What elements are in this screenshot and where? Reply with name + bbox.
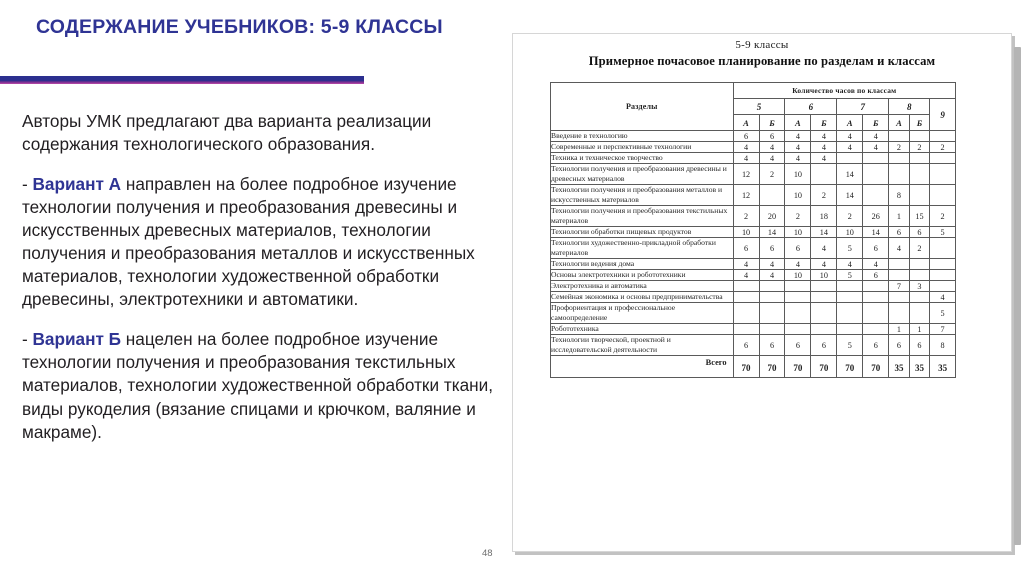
hours-cell xyxy=(889,164,910,185)
hours-cell xyxy=(889,270,910,281)
hours-cell: 2 xyxy=(733,206,759,227)
hours-cell: 6 xyxy=(733,131,759,142)
hours-cell: 2 xyxy=(930,142,956,153)
hours-cell: 6 xyxy=(759,238,785,259)
paragraph-variant-b xyxy=(22,328,500,443)
table-row xyxy=(551,164,956,185)
hours-cell: 4 xyxy=(733,259,759,270)
section-name-cell: Технологии обработки пищевых продуктов xyxy=(551,227,734,238)
document-scrollbar[interactable] xyxy=(1014,47,1021,545)
document-grade-line: 5-9 классы xyxy=(735,39,789,51)
hours-cell xyxy=(930,270,956,281)
th-grade-7: 7 xyxy=(837,99,889,115)
hours-cell xyxy=(863,185,889,206)
hours-cell xyxy=(733,324,759,335)
hours-cell: 4 xyxy=(811,131,837,142)
hours-cell: 10 xyxy=(837,227,863,238)
hours-cell xyxy=(930,153,956,164)
hours-cell: 4 xyxy=(733,153,759,164)
hours-cell: 3 xyxy=(909,281,930,292)
hours-cell: 10 xyxy=(785,185,811,206)
hours-cell xyxy=(909,164,930,185)
hours-cell xyxy=(889,303,910,324)
paragraph-intro: Авторы УМК предлагают два варианта реализации содержания технологического образования. xyxy=(22,111,432,155)
hours-cell xyxy=(759,281,785,292)
hours-cell: 20 xyxy=(759,206,785,227)
th-sub-6a: А xyxy=(785,115,811,131)
th-sub-7a: А xyxy=(837,115,863,131)
hours-cell: 14 xyxy=(837,164,863,185)
th-sub-8a: А xyxy=(889,115,910,131)
hours-cell: 14 xyxy=(811,227,837,238)
hours-cell: 5 xyxy=(930,303,956,324)
total-cell: 70 xyxy=(837,356,863,378)
table-row xyxy=(551,227,956,238)
hours-cell: 4 xyxy=(733,142,759,153)
hours-cell xyxy=(909,131,930,142)
hours-cell xyxy=(909,153,930,164)
hours-cell xyxy=(837,281,863,292)
table-row xyxy=(551,292,956,303)
total-cell: 70 xyxy=(733,356,759,378)
section-name-cell: Технологии получения и преобразования металлов и искусственных материалов xyxy=(551,185,734,206)
hours-cell: 4 xyxy=(889,238,910,259)
table-row xyxy=(551,281,956,292)
total-label: Всего xyxy=(551,356,734,378)
table-head xyxy=(551,83,956,131)
hours-cell: 4 xyxy=(733,270,759,281)
hours-cell: 7 xyxy=(889,281,910,292)
hours-cell: 2 xyxy=(811,185,837,206)
hours-cell: 7 xyxy=(930,324,956,335)
hours-cell xyxy=(930,164,956,185)
hours-cell xyxy=(733,303,759,324)
hours-cell: 4 xyxy=(785,142,811,153)
variant-a-text: направлен на более подробное изучение технологии получения и преобразования древесины и искусственных древесных материалов, технологии получения и преобразования металлов и искусственных материалов, технологии художественной обработки древесины, электротехники и автоматики. xyxy=(22,174,475,310)
hours-cell: 10 xyxy=(785,227,811,238)
th-sub-5b: Б xyxy=(759,115,785,131)
hours-cell: 8 xyxy=(889,185,910,206)
section-name-cell: Технологии получения и преобразования текстильных материалов xyxy=(551,206,734,227)
total-cell: 35 xyxy=(889,356,910,378)
hours-cell xyxy=(909,292,930,303)
hours-cell: 2 xyxy=(909,238,930,259)
hours-cell: 10 xyxy=(785,270,811,281)
hours-cell: 6 xyxy=(759,335,785,356)
total-cell: 70 xyxy=(759,356,785,378)
table-row xyxy=(551,259,956,270)
hours-cell xyxy=(785,281,811,292)
hours-cell: 10 xyxy=(811,270,837,281)
hours-cell: 6 xyxy=(785,335,811,356)
hours-cell: 6 xyxy=(785,238,811,259)
hours-cell: 5 xyxy=(837,335,863,356)
hours-cell xyxy=(811,324,837,335)
hours-cell: 6 xyxy=(733,335,759,356)
th-hours-group: Количество часов по классам xyxy=(733,83,955,99)
hours-cell: 4 xyxy=(811,238,837,259)
hours-cell: 4 xyxy=(811,259,837,270)
hours-cell xyxy=(733,292,759,303)
hours-cell xyxy=(909,259,930,270)
section-name-cell: Технологии получения и преобразования древесины и древесных материалов xyxy=(551,164,734,185)
hours-cell: 4 xyxy=(785,131,811,142)
section-name-cell: Технологии творческой, проектной и исследовательской деятельности xyxy=(551,335,734,356)
hours-cell: 4 xyxy=(863,131,889,142)
hours-cell: 4 xyxy=(930,292,956,303)
total-cell: 70 xyxy=(785,356,811,378)
hours-cell: 10 xyxy=(733,227,759,238)
table-total-row xyxy=(551,356,956,378)
th-grade-8: 8 xyxy=(889,99,930,115)
hours-cell xyxy=(759,292,785,303)
hours-cell xyxy=(889,131,910,142)
hours-cell: 6 xyxy=(863,335,889,356)
hours-cell: 6 xyxy=(733,238,759,259)
hours-cell: 6 xyxy=(909,335,930,356)
hours-cell xyxy=(811,164,837,185)
table-row xyxy=(551,270,956,281)
hours-cell: 6 xyxy=(863,238,889,259)
hours-planning-table xyxy=(550,82,956,378)
hours-cell xyxy=(889,259,910,270)
hours-cell xyxy=(837,292,863,303)
section-name-cell: Технологии художественно-прикладной обработки материалов xyxy=(551,238,734,259)
section-name-cell: Основы электротехники и робототехники xyxy=(551,270,734,281)
th-grade-5: 5 xyxy=(733,99,785,115)
slide-body-text xyxy=(22,110,500,444)
paragraph-variant-a xyxy=(22,173,500,311)
hours-cell: 1 xyxy=(889,206,910,227)
hours-cell: 4 xyxy=(811,142,837,153)
hours-cell xyxy=(759,324,785,335)
hours-cell xyxy=(785,303,811,324)
variant-b-label: Вариант Б xyxy=(32,329,122,350)
table-row xyxy=(551,142,956,153)
total-cell: 35 xyxy=(909,356,930,378)
section-name-cell: Введение в технологию xyxy=(551,131,734,142)
hours-cell: 14 xyxy=(837,185,863,206)
hours-cell: 1 xyxy=(889,324,910,335)
hours-cell: 8 xyxy=(930,335,956,356)
total-cell: 35 xyxy=(930,356,956,378)
page-title: СОДЕРЖАНИЕ УЧЕБНИКОВ: 5-9 КЛАССЫ xyxy=(36,16,443,38)
table-row xyxy=(551,131,956,142)
hours-cell: 6 xyxy=(889,227,910,238)
section-name-cell: Электротехника и автоматика xyxy=(551,281,734,292)
hours-cell xyxy=(889,153,910,164)
hours-cell xyxy=(930,131,956,142)
section-name-cell: Профориентация и профессиональное самоопределение xyxy=(551,303,734,324)
hours-cell: 5 xyxy=(837,238,863,259)
title-divider xyxy=(0,76,364,84)
hours-cell: 4 xyxy=(785,259,811,270)
hours-cell: 4 xyxy=(785,153,811,164)
hours-cell xyxy=(889,292,910,303)
hours-cell: 14 xyxy=(759,227,785,238)
hours-cell: 6 xyxy=(811,335,837,356)
th-sub-6b: Б xyxy=(811,115,837,131)
hours-cell xyxy=(811,292,837,303)
hours-cell: 1 xyxy=(909,324,930,335)
section-name-cell: Техника и техническое творчество xyxy=(551,153,734,164)
th-sub-8b: Б xyxy=(909,115,930,131)
hours-cell: 6 xyxy=(909,227,930,238)
hours-cell xyxy=(909,270,930,281)
variant-a-label: Вариант А xyxy=(32,174,122,195)
table-row xyxy=(551,153,956,164)
hours-cell: 4 xyxy=(811,153,837,164)
variant-b-text: нацелен на более подробное изучение технологии получения и преобразования текстильных материалов, технологии художественной обработки ткани, виды рукоделия (вязание спицами и крючком, валяние и макраме). xyxy=(22,329,494,442)
hours-cell: 12 xyxy=(733,164,759,185)
hours-cell xyxy=(930,259,956,270)
hours-cell xyxy=(785,292,811,303)
hours-cell: 2 xyxy=(785,206,811,227)
section-name-cell: Технологии ведения дома xyxy=(551,259,734,270)
hours-cell: 2 xyxy=(837,206,863,227)
hours-cell: 5 xyxy=(930,227,956,238)
hours-cell xyxy=(909,185,930,206)
section-name-cell: Современные и перспективные технологии xyxy=(551,142,734,153)
hours-cell xyxy=(930,185,956,206)
hours-cell xyxy=(930,238,956,259)
th-grade-6: 6 xyxy=(785,99,837,115)
hours-cell: 4 xyxy=(863,142,889,153)
hours-cell: 18 xyxy=(811,206,837,227)
hours-cell: 4 xyxy=(759,259,785,270)
hours-cell: 4 xyxy=(837,259,863,270)
hours-cell: 4 xyxy=(759,142,785,153)
document-heading: Примерное почасовое планирование по разделам и классам xyxy=(588,54,936,68)
th-sections: Разделы xyxy=(551,83,734,131)
hours-cell xyxy=(863,164,889,185)
hours-cell: 4 xyxy=(759,153,785,164)
total-cell: 70 xyxy=(811,356,837,378)
th-grade-9: 9 xyxy=(930,99,956,131)
table-row xyxy=(551,303,956,324)
hours-cell: 2 xyxy=(930,206,956,227)
hours-cell: 10 xyxy=(785,164,811,185)
hours-cell xyxy=(909,303,930,324)
hours-cell: 26 xyxy=(863,206,889,227)
table-body xyxy=(551,131,956,378)
hours-cell xyxy=(837,303,863,324)
hours-cell xyxy=(785,324,811,335)
variant-a-dash: - xyxy=(22,174,33,195)
hours-cell xyxy=(863,281,889,292)
hours-cell: 15 xyxy=(909,206,930,227)
hours-cell: 4 xyxy=(837,142,863,153)
hours-cell xyxy=(930,281,956,292)
table-row xyxy=(551,238,956,259)
page-number: 48 xyxy=(482,548,493,559)
variant-b-dash: - xyxy=(22,329,33,350)
document-page xyxy=(513,34,1011,551)
hours-cell xyxy=(863,303,889,324)
hours-cell xyxy=(811,281,837,292)
table-row xyxy=(551,324,956,335)
hours-cell: 12 xyxy=(733,185,759,206)
hours-cell: 6 xyxy=(889,335,910,356)
document-image xyxy=(512,33,1012,552)
hours-cell xyxy=(863,153,889,164)
th-sub-5a: А xyxy=(733,115,759,131)
hours-cell xyxy=(863,292,889,303)
hours-cell xyxy=(863,324,889,335)
hours-cell xyxy=(733,281,759,292)
total-cell: 70 xyxy=(863,356,889,378)
hours-cell: 4 xyxy=(837,131,863,142)
hours-cell: 5 xyxy=(837,270,863,281)
table-row xyxy=(551,335,956,356)
hours-cell: 2 xyxy=(909,142,930,153)
hours-cell xyxy=(759,303,785,324)
hours-cell xyxy=(759,185,785,206)
section-name-cell: Семейная экономика и основы предпринимательства xyxy=(551,292,734,303)
hours-cell xyxy=(811,303,837,324)
hours-cell: 2 xyxy=(759,164,785,185)
hours-cell: 14 xyxy=(863,227,889,238)
table-head-row-1 xyxy=(551,83,956,99)
section-name-cell: Робототехника xyxy=(551,324,734,335)
table-row xyxy=(551,185,956,206)
hours-cell: 2 xyxy=(889,142,910,153)
hours-cell: 4 xyxy=(863,259,889,270)
hours-cell: 6 xyxy=(863,270,889,281)
hours-cell xyxy=(837,324,863,335)
hours-cell xyxy=(837,153,863,164)
hours-cell: 4 xyxy=(759,270,785,281)
hours-cell: 6 xyxy=(759,131,785,142)
th-sub-7b: Б xyxy=(863,115,889,131)
table-row xyxy=(551,206,956,227)
